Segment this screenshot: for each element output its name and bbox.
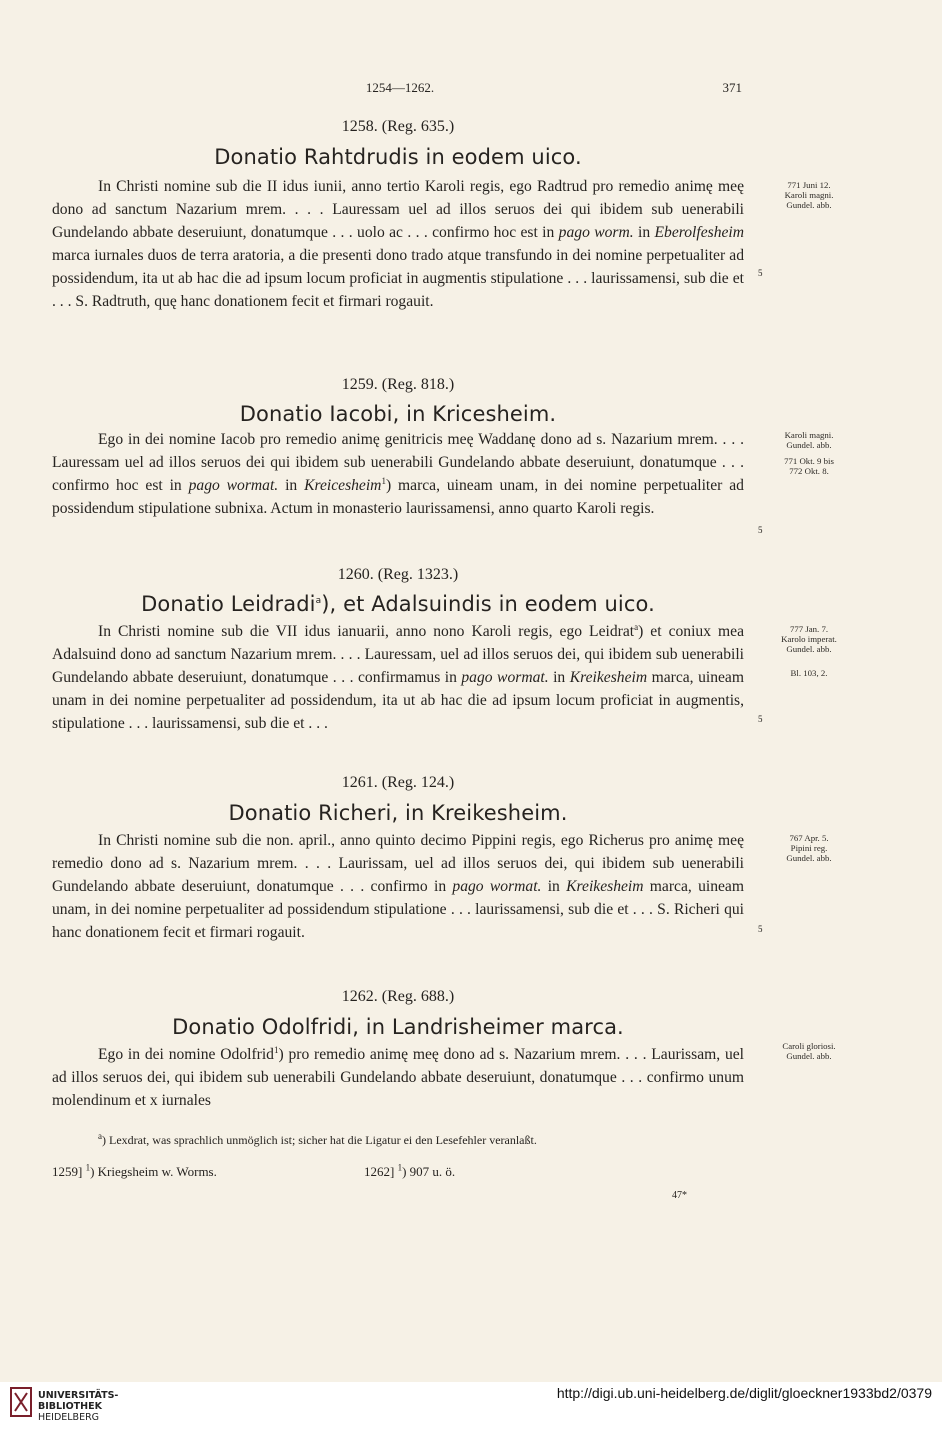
entry-1261-margin-note: 767 Apr. 5. Pipini reg. Gundel. abb. bbox=[786, 833, 832, 863]
entry-1261-regline: 1261. (Reg. 124.) bbox=[341, 774, 455, 791]
entry-1262-regline: 1262. (Reg. 688.) bbox=[341, 988, 455, 1005]
entry-1259-line-marker: 5 bbox=[758, 525, 763, 535]
entry-1261-line-marker: 5 bbox=[758, 924, 763, 934]
entry-1259-title: Donatio Iacobi, in Kricesheim. bbox=[239, 402, 557, 426]
entry-1260-margin-note: 777 Jan. 7. Karolo imperat. Gundel. abb. Bl. 103, 2. bbox=[781, 624, 837, 678]
entry-1262-text: Ego in dei nomine Odolfrid$^1$) pro remedio animę meę dono ad s. Nazarium mrem. . . . Laurissam, uel ad illos seruos dei, qui ibidem sub uenerabili Gundelando abbate deseruiunt, donatumque . . . confirmo unum molendinum et x iurnales bbox=[52, 1044, 744, 1109]
entry-1259-margin-note: Karoli magni. Gundel. abb. 771 Okt. 9 bis 772 Okt. 8. bbox=[784, 430, 834, 476]
entry-1258-title: Donatio Rahtdrudis in eodem uico. bbox=[214, 145, 582, 169]
sheet-signature: 47* bbox=[672, 1190, 687, 1201]
library-logo-icon bbox=[10, 1387, 32, 1417]
page-number: 371 bbox=[722, 80, 742, 95]
footnote-1259: 1259] $^1$) Kriegsheim w. Worms. bbox=[52, 1162, 217, 1179]
entry-1260-text: In Christi nomine sub die VII idus ianuarii, anno nono Karoli regis, ego Leidrat$^a$) et coniux mea Adalsuind dono ad sanctum Nazarium mrem. . . . Lauressam, uel ad illos seruos dei, qui ibidem sub uenerabili Gundelando abbate deseruiunt, donatumque . . . confirmamus in pago wormat. in Kreikesheim marca, uineam unam in dei nomine perpetualiter ad possidendum, ita ut ab hac die ad ipsum locum proficiat in augmentis, stipulatione . . . laurissamensi, sub die et . . . bbox=[52, 621, 744, 732]
entry-1259-regline: 1259. (Reg. 818.) bbox=[341, 376, 455, 393]
entry-1259-text: Ego in dei nomine Iacob pro remedio animę genitricis meę Waddanę dono ad s. Nazarium mrem. . . . Lauressam uel ad illos seruos dei qui ibidem sub uenerabili Gundelando abbate deseruiunt, donatumque . . . confirmo hoc est in pago wormat. in Kreicesheim$^1$) marca, uineam unam, in dei nomine perpetualiter ad possidendum stipulatione subnixa. Actum in monasterio laurissamensi, anno quarto Karoli regis. bbox=[52, 431, 744, 517]
entry-1258-margin-note: 771 Juni 12. Karoli magni. Gundel. abb. bbox=[784, 180, 834, 210]
entry-1262-title: Donatio Odolfridi, in Landrisheimer marca. bbox=[172, 1015, 624, 1039]
footnote-1262: 1262] $^1$) 907 u. ö. bbox=[364, 1162, 456, 1179]
entry-1258-text: In Christi nomine sub die II idus iunii, anno tertio Karoli regis, ego Radtrud pro remedio animę meę dono ad sanctum Nazarium mrem. . . . Lauressam uel ad illos seruos dei qui ibidem sub uenerabili Gundelando abbate deseruiunt, donatumque . . . uolo ac . . . confirmo hoc est in pago worm. in Eberolfesheim marca iurnales duos de terra aratoria, a die presenti dono trado atque transfundo in dei nomine perpetualiter ad possidendum, ita ut ab hac die ad ipsum locum proficiat in augmentis stipulatione . . . laurissamensi, sub die et . . . S. Radtruth, quę hanc donationem fecit et firmari rogauit. bbox=[52, 178, 745, 310]
running-head-range: 1254—1262. bbox=[365, 80, 435, 95]
entry-1261-title: Donatio Richeri, in Kreikesheim. bbox=[228, 801, 568, 825]
footnote-a: $^a$) Lexdrat, was sprachlich unmöglich ist; sicher hat die Ligatur ei den Lesefehler veranlaßt. bbox=[98, 1131, 537, 1147]
entry-1258-regline: 1258. (Reg. 635.) bbox=[341, 118, 455, 135]
library-name: UNIVERSITÄTS- BIBLIOTHEK HEIDELBERG bbox=[38, 1390, 119, 1423]
entry-1262-margin-note: Caroli gloriosi. Gundel. abb. bbox=[782, 1041, 836, 1061]
entry-1260-line-marker: 5 bbox=[758, 714, 763, 724]
source-url-link[interactable]: http://digi.ub.uni-heidelberg.de/diglit/gloeckner1933bd2/0379 bbox=[556, 1385, 932, 1401]
entry-1261-text: In Christi nomine sub die non. april., anno quinto decimo Pippini regis, ego Richerus pro animę meę remedio dono ad s. Nazarium mrem. . . . Laurissam, uel ad illos seruos dei, qui ibidem sub uenerabili Gundelando abbate deseruiunt, donatumque . . . confirmo in pago wormat. in Kreikesheim marca, uineam unam, in dei nomine perpetualiter ad possidendum stipulatione . . . laurissamensi, sub die et . . . S. Richeri qui hanc donationem fecit et firmari rogauit. bbox=[52, 832, 744, 941]
entry-1258-line-marker: 5 bbox=[758, 268, 763, 278]
entry-1260-title: Donatio Leidradi$^a$), et Adalsuindis in eodem uico. bbox=[141, 592, 655, 616]
entry-1260-regline: 1260. (Reg. 1323.) bbox=[337, 566, 459, 583]
